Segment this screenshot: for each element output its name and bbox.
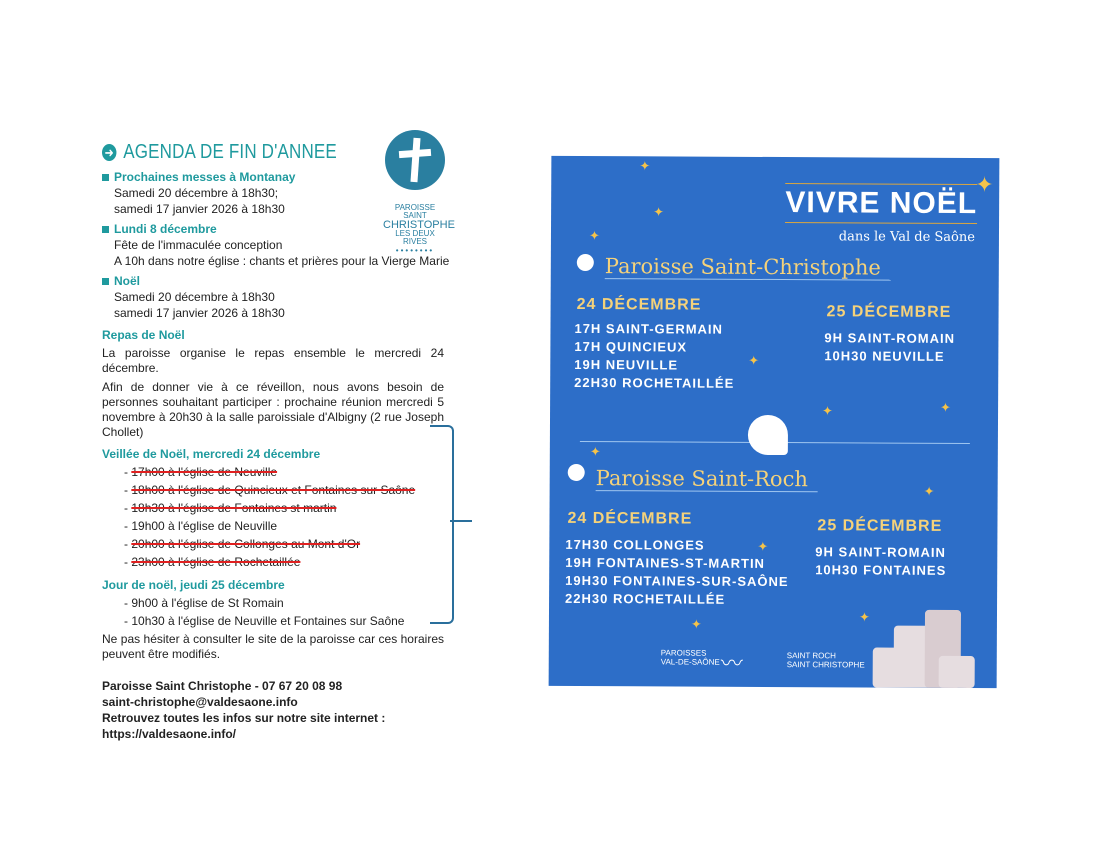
bullet-square-icon — [102, 226, 109, 233]
parish-logo-icon — [577, 254, 594, 271]
candle-icon — [873, 648, 903, 688]
agenda-item: Lundi 8 décembre Fête de l'immaculée conception A 10h dans notre église : chants et prières pour la Vierge Marie — [102, 221, 444, 269]
veillee-heading: Veillée de Noël, mercredi 24 décembre — [102, 447, 321, 461]
mass-time: - 18h00 à l'église de Quincieux et Fontaines sur Saône — [124, 483, 416, 497]
parish-name: Paroisse Saint-Christophe — [605, 254, 891, 280]
star-icon: ✦ — [639, 158, 651, 174]
date-heading: 24 DÉCEMBRE — [567, 509, 693, 528]
date-heading: 25 DÉCEMBRE — [817, 517, 943, 535]
event-list: 9H SAINT-ROMAIN 10H30 NEUVILLE — [824, 330, 956, 364]
star-icon: ✦ — [923, 483, 935, 499]
parish-logo-icon — [568, 464, 585, 481]
repas-heading: Repas de Noël — [102, 328, 185, 342]
mass-time: - 19h00 à l'église de Neuville — [124, 519, 278, 533]
candle-icon — [939, 656, 975, 688]
bullet-square-icon — [102, 278, 109, 285]
agenda-item: Prochaines messes à Montanay Samedi 20 décembre à 18h30; samedi 17 janvier 2026 à 18h30 — [102, 169, 444, 217]
parish-name: Paroisse Saint-Roch — [596, 466, 818, 492]
brace-divider — [430, 425, 454, 624]
angel-icon — [748, 415, 788, 455]
star-icon: ✦ — [757, 538, 769, 554]
star-icon: ✦ — [690, 616, 702, 632]
repas-paragraph: La paroisse organise le repas ensemble le mercredi 24 décembre. — [102, 346, 444, 375]
arrow-right-icon: ➜ — [102, 144, 116, 161]
star-icon: ✦ — [589, 444, 601, 460]
jour-heading: Jour de noël, jeudi 25 décembre — [102, 578, 285, 592]
bullet-square-icon — [102, 174, 109, 181]
event-list: 17H SAINT-GERMAIN 17H QUINCIEUX 19H NEUVILLE 22H30 ROCHETAILLÉE — [574, 320, 735, 391]
mass-time: - 23h00 à l'église de Rochetaillée — [124, 555, 301, 569]
dots-decoration: •••••••• — [395, 246, 435, 255]
event-list: 17H30 COLLONGES 19H FONTAINES-ST-MARTIN 19H30 FONTAINES-SUR-SAÔNE 22H30 ROCHETAILLÉE — [565, 536, 789, 607]
footer-right: SAINT ROCH SAINT CHRISTOPHE — [786, 651, 865, 670]
note: Ne pas hésiter à consulter le site de la paroisse car ces horaires peuvent être modifiés. — [102, 632, 444, 661]
repas-paragraph: Afin de donner vie à ce réveillon, nous avons besoin de personnes souhaitant participer : prochaine réunion mercredi 5 novembre à 20h30 à la salle paroissiale d'Albigny (2 rue Joseph Chollet) — [102, 380, 444, 439]
mass-time: - 18h30 à l'église de Fontaines st martin — [124, 501, 337, 515]
date-heading: 25 DÉCEMBRE — [826, 303, 952, 321]
flyer-subtitle: dans le Val de Saône — [838, 229, 976, 246]
flyer-title: VIVRE NOËL — [785, 183, 977, 224]
star-icon: ✦ — [940, 399, 952, 415]
star-icon: ✦ — [748, 352, 760, 368]
christmas-flyer — [549, 156, 1000, 688]
star-icon: ✦ — [588, 228, 600, 244]
mass-time: - 17h00 à l'église de Neuville — [124, 465, 278, 479]
mass-time: - 9h00 à l'église de St Romain — [124, 596, 284, 610]
agenda-title: ➜ AGENDA DE FIN D'ANNEE — [102, 143, 393, 161]
cross-icon — [385, 130, 445, 190]
agenda-item: Noël Samedi 20 décembre à 18h30 samedi 17 janvier 2026 à 18h30 — [102, 273, 444, 321]
footer-left: PAROISSES VAL-DE-SAÔNE — [660, 648, 720, 667]
parish-logo: PAROISSE SAINT CHRISTOPHE LES DEUX RIVES •••••••• — [383, 130, 447, 255]
contact-block: Paroisse Saint Christophe - 07 67 20 08 98 saint-christophe@valdesaone.info Retrouvez toutes les infos sur notre site internet : https://valdesaone.info/ — [102, 679, 386, 741]
mass-time: - 20h00 à l'église de Collonges au Mont d'Or — [124, 537, 361, 551]
date-heading: 24 DÉCEMBRE — [576, 295, 702, 314]
event-list: 9H SAINT-ROMAIN 10H30 FONTAINES — [815, 544, 947, 578]
waves-logo-icon: 〰 — [720, 650, 743, 676]
star-icon: ✦ — [653, 204, 665, 220]
mass-time: - 10h30 à l'église de Neuville et Fontaines sur Saône — [124, 614, 405, 628]
star-icon: ✦ — [975, 172, 994, 198]
star-icon: ✦ — [858, 609, 870, 625]
star-icon: ✦ — [822, 403, 834, 419]
